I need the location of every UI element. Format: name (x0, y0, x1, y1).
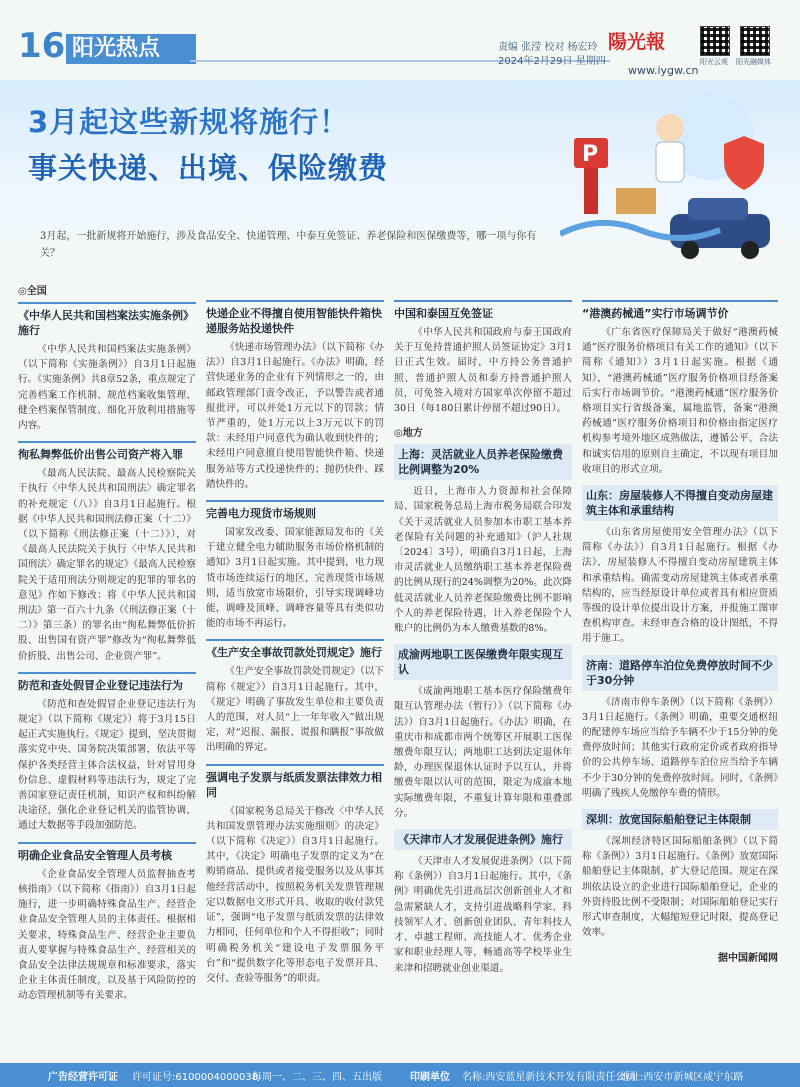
article-title: 徇私舞弊低价出售公司资产将入罪 (18, 441, 196, 462)
footer-bar (0, 1063, 800, 1087)
column-3 (394, 300, 572, 984)
column-4 (582, 300, 778, 964)
region-label: ◎全国 (18, 286, 47, 297)
article-body: 《生产安全事故罚款处罚规定》（以下简称《规定》）自3月1日起施行。其中，《规定》明确了事故发生单位和主要负责人的范围，对人员“上一年年收入”做出规定，对“迟报、漏报、谎报和瞒报”事故做出明确的界定。 (206, 666, 384, 754)
article-title: 深圳：放宽国际船舶登记主体限制 (582, 809, 778, 830)
qr-label: 阳光云观 (700, 58, 728, 66)
article-title: 《中华人民共和国档案法实施条例》施行 (18, 302, 196, 338)
page-number: 16 (18, 26, 66, 66)
article-body: 《中华人民共和国档案法实施条例》（以下简称《实施条例》）自3月1日起施行。《实施条例》共8章52条，重点规定了完善档案工作机制、规范档案收集管理、健全档案保管制度、细化开放利用措施等内容。 (18, 344, 196, 432)
hero-banner (0, 80, 800, 266)
printer-name: 名称:西安蓝星新技术开发有限责任公司 (462, 1072, 636, 1083)
permit-number: 许可证号:6100004000038 (132, 1072, 259, 1083)
article-body: 《深圳经济特区国际船舶条例》（以下简称《条例》）3月1日起施行。《条例》放宽国际船舶登记主体限制，扩大登记范围。规定在深圳依法设立的企业进行国际船舶登记，企业的外资持股比例不受限制；对国际船舶登记实行形式审查制度，大幅缩短登记时限，提高登记效率。 (582, 836, 778, 939)
article-body: 《广东省医疗保障局关于做好“港澳药械通”医疗服务价格项目有关工作的通知》（以下简称《通知》）3月1日起实施。根据《通知》，“港澳药械通”医疗服务价格项目经备案后实行市场调节价。“港澳药械通”医疗服务价格项目实行省级备案，属地监管，备案“港澳药械通”医疗服务价格项目和价格由指定医疗机构参考境外地区成熟做法，遵循公平、合法和诚实信用的原则自主确定，不以现有项目加收项目的形式立项。 (582, 327, 778, 475)
newspaper-logo: 陽光報 (608, 31, 666, 53)
article-body: 《最高人民法院、最高人民检察院关于执行〈中华人民共和国刑法〉确定罪名的补充规定（八）》自3月1日起施行。根据《中华人民共和国刑法修正案（十二）》（以下简称《刑法修正案（十二）》），对《最高人民法院关于执行〈中华人民共和国刑法〉确定罪名的规定》《最高人民检察院关于适用刑法分则规定的犯罪的罪名的意见》作如下修改：将《中华人民共和国刑法》第一百六十九条（《刑法修正案（十二）》第三条）的罪名由“徇私舞弊低价折股、出售国有资产罪”修改为“徇私舞弊低价折股、出售公司、企业资产罪”。 (18, 468, 196, 662)
article-body: 国家发改委、国家能源局发布的《关于建立健全电力辅助服务市场价格机制的通知》3月1日起实施。其中提到，电力现货市场连续运行的地区，完善现货市场规则，适当放宽市场限价，引导实现调峰功能，调峰及顶峰、调峰容量等具有类似功能的市场不再运行。 (206, 527, 384, 630)
article-title: 强调电子发票与纸质发票法律效力相同 (206, 764, 384, 800)
shield-icon (724, 136, 764, 190)
article-title: 《生产安全事故罚款处罚规定》施行 (206, 639, 384, 660)
article-title: 成渝两地职工医保缴费年限实现互认 (394, 644, 572, 680)
svg-text:P: P (582, 142, 599, 167)
article-title: 济南：道路停车泊位免费停放时间不少于30分钟 (582, 655, 778, 691)
qr-code-icon (700, 26, 730, 56)
article-body: 《企业食品安全管理人员监督抽查考核指南》（以下简称《指南》）自3月1日起施行，进一步明确特殊食品生产、经营企业食品安全管理人员的主体责任。根据相关要求，特殊食品生产、经营企业主要负责人要掌握与特殊食品生产、经营相关的食品安全法律法规规章和标准要求，落实企业主体责任制度，以及基于风险防控的动态管理机制等有关要求。 (18, 868, 196, 1002)
masthead (0, 0, 800, 78)
issue-date: 2024年2月29日 星期四 (498, 56, 606, 67)
doctor-icon (656, 114, 684, 142)
hero-title-line1: 3月起这些新规将施行！ (28, 105, 350, 139)
section-title: 阳光热点 (66, 34, 196, 64)
hero-illustration (560, 84, 780, 266)
website-link[interactable]: www.iygw.cn (628, 64, 699, 77)
article-body: 《国家税务总局关于修改〈中华人民共和国发票管理办法实施细则〉的决定》（以下简称《决定》）自3月1日起施行。其中，《决定》明确电子发票的定义为“在购销商品、提供或者接受服务以及从事其他经营活动中，按照税务机关发票管理规定以数据电文形式开具、收取的收付款凭证”，强调“电子发票与纸质发票的法律效力相同，任何单位和个人不得拒收”；同时明确税务机关“建设电子发票服务平台”和“提供数字化等形态电子发票开具、交付、查验等服务”的职责。 (206, 805, 384, 984)
article-title: 明确企业食品安全管理人员考核 (18, 842, 196, 863)
article-title: 《天津市人才发展促进条例》施行 (394, 829, 572, 850)
article-body: 《天津市人才发展促进条例》（以下简称《条例》）自3月1日起施行。其中，《条例》明确优先引进高层次创新创业人才和急需紧缺人才，支持引进战略科学家、科技领军人才、创新创业团队、青年科技人才、卓越工程师、高技能人才、优秀企业家和职业经理人等，畅通高等学校毕业生来津和招聘就业创业渠道。 (394, 856, 572, 974)
article-body: 近日，上海市人力资源和社会保障局、国家税务总局上海市税务局联合印发《关于灵活就业人员参加本市职工基本养老保险有关问题的补充通知》（沪人社规〔2024〕3号），明确自3月1日起，上海市灵活就业人员缴纳职工基本养老保险费的比例从现行的24%调整为20%。此次降低灵活就业人员养老保险缴费比例不影响个人的养老保险待遇，计入养老保险个人账户的比例仍为本人缴费基数的8%。 (394, 486, 572, 635)
article-body: 《山东省房屋使用安全管理办法》（以下简称《办法》）自3月1日起施行。根据《办法》，房屋装修人不得擅自变动房屋建筑主体和承重结构。确需变动房屋建筑主体或者承重结构的，应当经原设计单位或者具有相应资质等级的设计单位提出设计方案，并报施工图审查机构审查。未经审查合格的设计图纸，不得用于施工。 (582, 527, 778, 645)
source-credit: 据中国新闻网 (718, 952, 778, 964)
printer-address: 地址:西安市新城区咸宁东路 (620, 1072, 744, 1083)
article-title: 快递企业不得擅自使用智能快件箱快递服务站投递快件 (206, 300, 384, 336)
column-2 (206, 300, 384, 994)
qr-label: 阳光融媒体 (736, 58, 771, 66)
article-title: 上海：灵活就业人员养老保险缴费比例调整为20% (394, 444, 572, 480)
parcel-icon (616, 188, 656, 214)
ad-permit-label: 广告经营许可证 (48, 1072, 118, 1083)
article-body: 《防范和查处假冒企业登记违法行为规定》（以下简称《规定》）将于3月15日起正式实施执行。《规定》提到，坚决贯彻落实党中央、国务院决策部署，依法平等保护各类经营主体合法权益，针对冒用身份信息、虚假材料等违法行为，规定了完善国家登记责任机制，知识产权和纠纷解决途径，强化企业登记机关的监管协调，通过大数据等手段加强防范。 (18, 698, 196, 832)
article-title: 防范和查处假冒企业登记违法行为 (18, 672, 196, 693)
lead-paragraph: 3月起，一批新规将开始施行，涉及食品安全、快递管理、中泰互免签证、养老保险和医保缴费等，哪一项与你有关？ (40, 231, 537, 259)
editors-line: 责编 张滢 校对 杨宏玲 (498, 42, 598, 53)
article-title: 山东：房屋装修人不得擅自变动房屋建筑主体和承重结构 (582, 485, 778, 521)
region-label: ◎地方 (394, 428, 423, 440)
article-body: 《济南市停车条例》（以下简称《条例》）3月1日起施行。《条例》明确，重要交通枢纽的配建停车场应当给予车辆不少于15分钟的免费停放时间；其他实行政府定价或者政府指导价的公共停车场、道路停车泊位应当给予车辆不少于30分钟的免费停放时间。同时，《条例》明确了残疾人免缴停车费的情形。 (582, 696, 778, 799)
qr-code-icon (740, 26, 770, 56)
article-title: 中国和泰国互免签证 (394, 300, 572, 321)
publication-schedule: 每周一、二、三、四、五出版 (252, 1072, 382, 1083)
printer-label: 印刷单位 (410, 1072, 450, 1083)
article-body: 《快递市场管理办法》（以下简称《办法》）自3月1日起施行。《办法》明确，经营快递业务的企业有下列情形之一的，由邮政管理部门责令改正，予以警告或者通报批评，可以并处1万元以下的罚款；情节严重的，处1万元以上3万元以下的罚款：未经用户同意代为确认收到快件的；未经用户同意擅自使用智能快件箱、快递服务站等方式投递快件的；抛扔快件、踩踏快件的。 (206, 342, 384, 490)
article-title: 完善电力现货市场规则 (206, 500, 384, 521)
article-body: 《成渝两地职工基本医疗保险缴费年限互认管理办法（暂行）》（以下简称《办法》）自3月1日起施行。《办法》明确，在重庆市和成都市两个统筹区开展职工医保缴费年限互认；两地职工达到法定退休年龄，办理医保退休认证时予以互认，并将缴费年限以认可的范围，限定为成渝本地实际缴费年限，不重复计算年限和重叠部分。 (394, 686, 572, 819)
article-title: “港澳药械通”实行市场调节价 (582, 300, 778, 321)
hero-title-line2: 事关快递、出境、保险缴费 (28, 151, 389, 185)
article-body: 《中华人民共和国政府与泰王国政府关于互免持普通护照人员签证协定》3月1日正式生效。届时，中方持公务普通护照、普通护照人员和泰方持普通护照人员，可免签入境对方国家单次停留不超过30日（每180日累计停留不超过90日）。 (394, 327, 572, 415)
column-1 (18, 282, 196, 1012)
